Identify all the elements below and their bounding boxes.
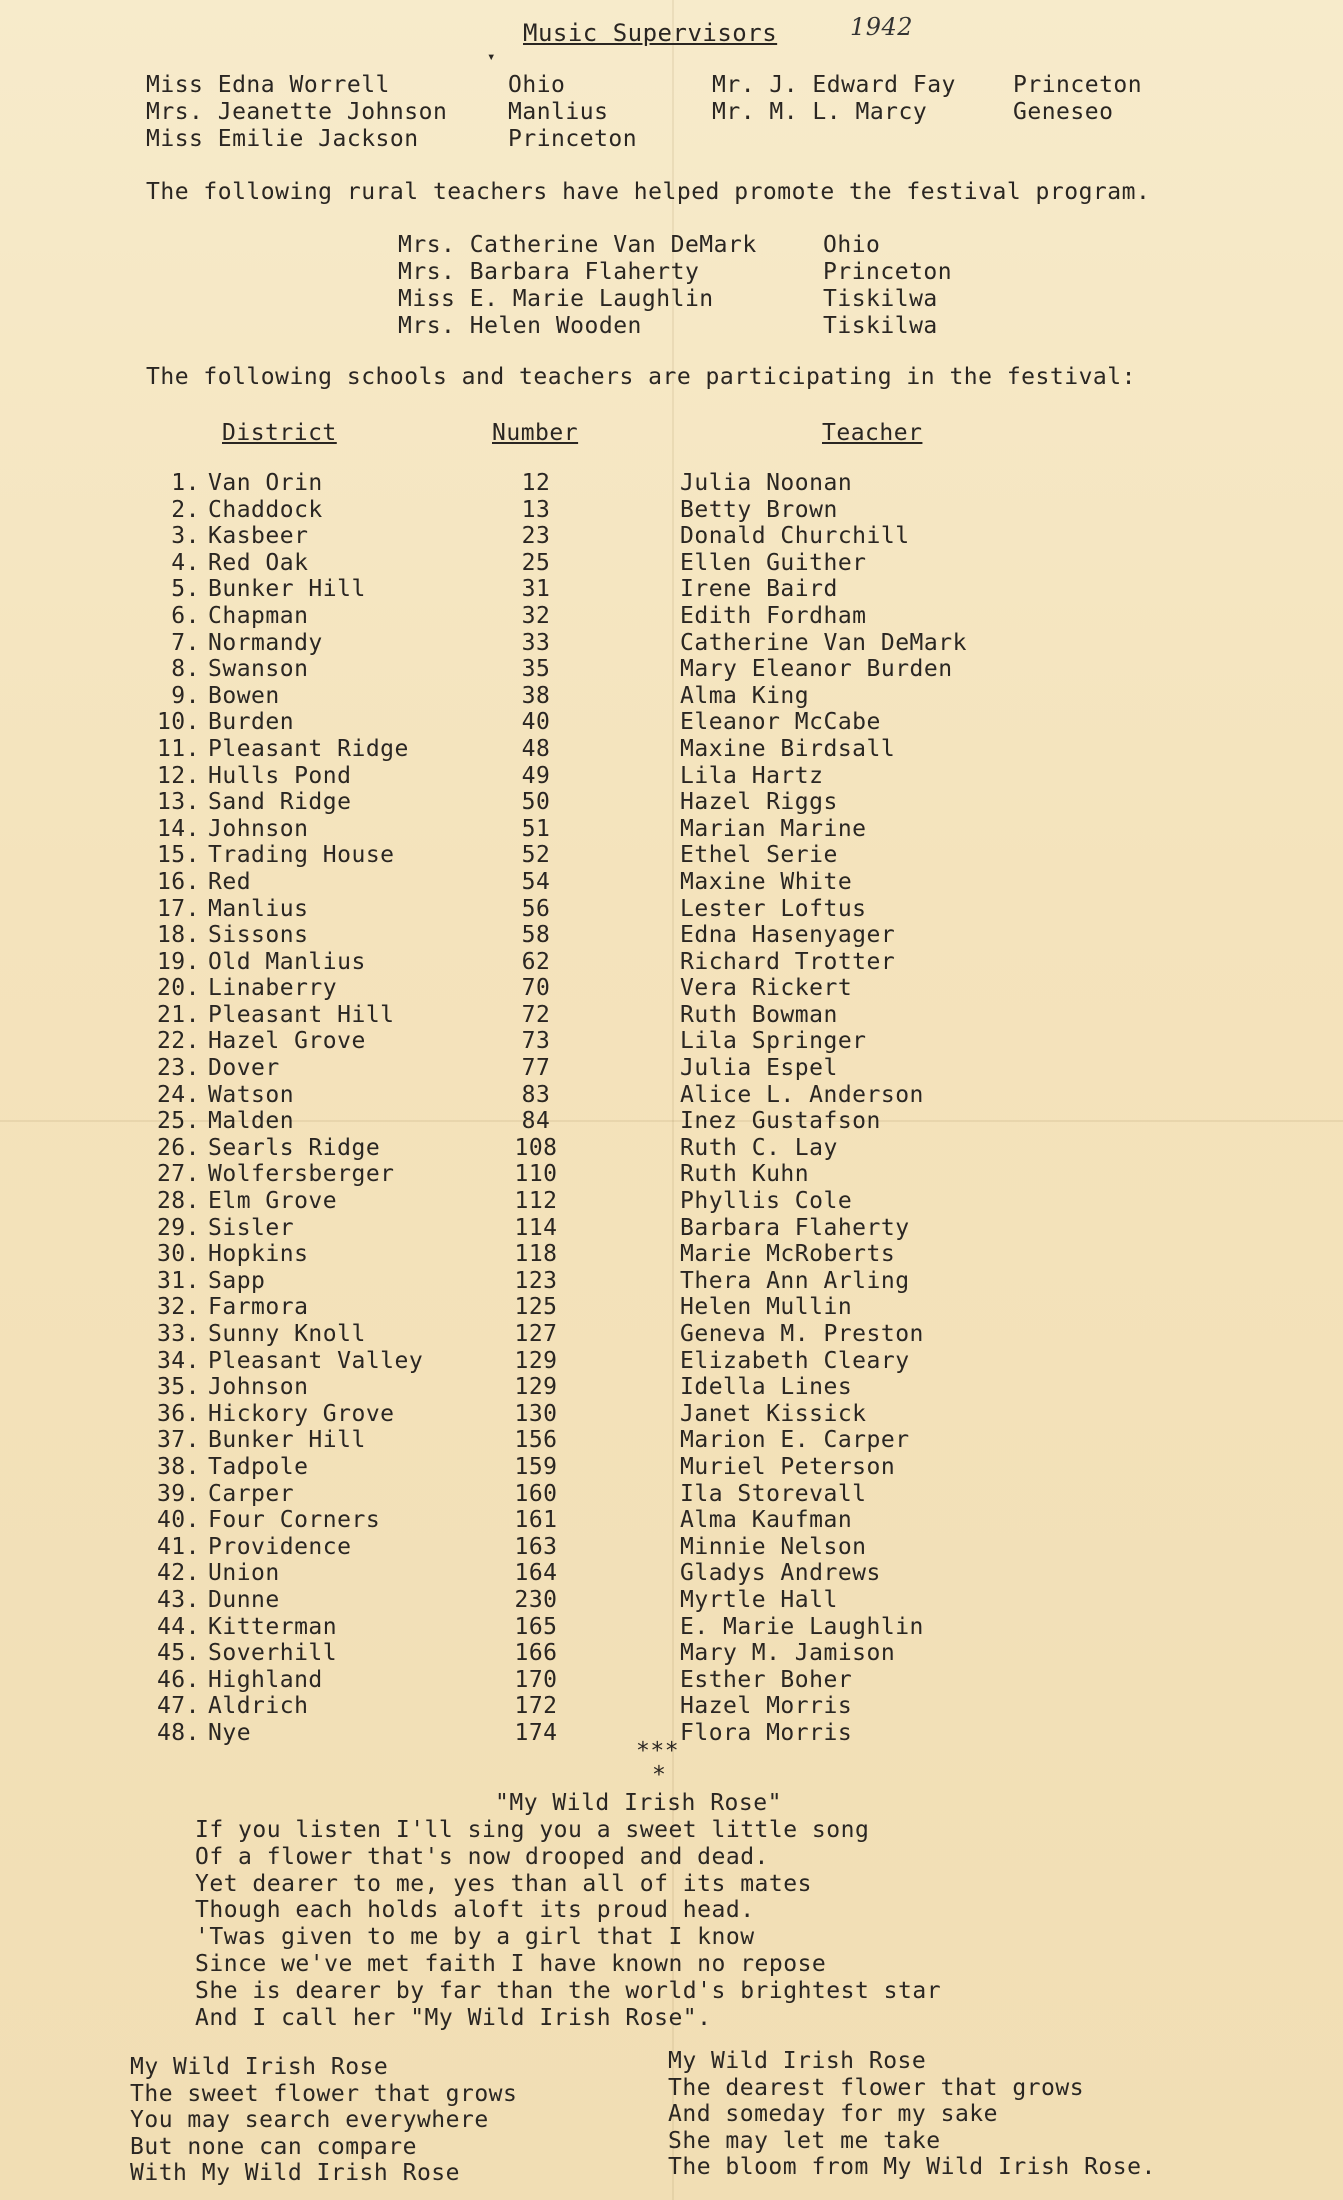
district-cell: Sunny Knoll — [208, 1321, 366, 1347]
song-chorus-left — [130, 2054, 517, 2187]
number-cell: 230 — [514, 1586, 558, 1613]
row-number: 20. — [156, 975, 200, 1002]
district-cell: Sissons — [208, 922, 309, 949]
number-cell: 54 — [521, 868, 551, 895]
table-row — [150, 922, 1050, 949]
teacher-cell: Julia Espel — [680, 1055, 838, 1082]
number-cell: 159 — [514, 1453, 558, 1480]
supervisor-name: Miss Emilie Jackson — [146, 126, 419, 152]
song-line: Though each holds aloft its proud head. — [195, 1897, 755, 1924]
district-cell: Union — [208, 1560, 280, 1587]
teacher-cell: Marie McRoberts — [680, 1241, 896, 1268]
table-row — [150, 1028, 1050, 1055]
number-cell: 129 — [514, 1374, 558, 1401]
table-row — [150, 1294, 1050, 1321]
row-number: 19. — [156, 948, 200, 975]
number-cell: 114 — [514, 1214, 558, 1241]
district-cell: Watson — [208, 1081, 295, 1108]
table-row — [150, 816, 1050, 843]
table-row — [150, 1401, 1050, 1428]
district-cell: Pleasant Ridge — [208, 735, 409, 762]
row-number: 2. — [171, 496, 200, 523]
row-number: 29. — [156, 1214, 200, 1241]
teacher-cell: Alma Kaufman — [680, 1507, 853, 1534]
song-line: And someday for my sake — [668, 2101, 998, 2127]
number-cell: 118 — [514, 1241, 558, 1268]
district-cell: Hazel Grove — [208, 1028, 366, 1055]
teacher-cell: Mary M. Jamison — [680, 1640, 896, 1667]
teacher-cell: Janet Kissick — [680, 1400, 867, 1427]
supervisor-place: Manlius — [508, 99, 609, 125]
teacher-cell: Irene Baird — [680, 576, 838, 603]
district-cell: Nye — [208, 1719, 252, 1746]
table-row — [150, 1082, 1050, 1109]
row-number: 48. — [156, 1719, 200, 1746]
number-cell: 25 — [521, 549, 551, 576]
district-cell: Searls Ridge — [208, 1134, 381, 1161]
teacher-cell: Hazel Morris — [680, 1693, 853, 1720]
column-header-district: District — [222, 420, 337, 446]
number-cell: 165 — [514, 1613, 558, 1640]
district-cell: Hulls Pond — [208, 762, 352, 789]
number-cell: 77 — [521, 1055, 551, 1082]
rural-teacher-place: Ohio — [823, 232, 881, 258]
table-row — [150, 709, 1050, 736]
supervisor-name: Mrs. Jeanette Johnson — [146, 99, 448, 125]
number-cell: 127 — [514, 1321, 558, 1347]
row-number: 31. — [156, 1267, 200, 1294]
teacher-cell: Richard Trotter — [680, 948, 896, 975]
number-cell: 161 — [514, 1507, 558, 1534]
row-number: 47. — [156, 1693, 200, 1720]
row-number: 6. — [171, 602, 200, 629]
row-number: 46. — [156, 1666, 200, 1693]
teacher-cell: Muriel Peterson — [680, 1453, 896, 1480]
teacher-cell: Edith Fordham — [680, 602, 867, 629]
district-cell: Johnson — [208, 1374, 309, 1401]
separator-stars: *** — [636, 1738, 680, 1764]
row-number: 43. — [156, 1586, 200, 1613]
district-cell: Dunne — [208, 1586, 280, 1613]
teacher-cell: Ruth C. Lay — [680, 1134, 838, 1161]
district-cell: Bowen — [208, 682, 280, 709]
song-title: "My Wild Irish Rose" — [495, 1790, 782, 1816]
table-row — [150, 842, 1050, 869]
row-number: 33. — [156, 1321, 200, 1347]
table-row — [150, 1534, 1050, 1561]
song-line: Yet dearer to me, yes than all of its mates — [195, 1870, 812, 1897]
row-number: 28. — [156, 1188, 200, 1215]
teacher-cell: Gladys Andrews — [680, 1560, 881, 1587]
row-number: 34. — [156, 1347, 200, 1374]
district-cell: Soverhill — [208, 1640, 338, 1667]
teacher-cell: Maxine White — [680, 868, 853, 895]
teacher-cell: Edna Hasenyager — [680, 922, 896, 949]
number-cell: 40 — [521, 709, 551, 736]
district-cell: Hopkins — [208, 1241, 309, 1268]
row-number: 8. — [171, 656, 200, 683]
district-cell: Carper — [208, 1480, 295, 1507]
rural-teacher-place: Tiskilwa — [823, 286, 938, 312]
page-title: Music Supervisors — [523, 19, 778, 47]
row-number: 3. — [171, 523, 200, 550]
district-cell: Old Manlius — [208, 948, 366, 975]
number-cell: 33 — [521, 629, 551, 656]
row-number: 40. — [156, 1507, 200, 1534]
row-number: 22. — [156, 1028, 200, 1055]
table-row — [150, 1135, 1050, 1162]
table-row — [150, 1720, 1050, 1747]
table-row — [150, 523, 1050, 550]
row-number: 15. — [156, 842, 200, 869]
district-cell: Johnson — [208, 815, 309, 842]
teacher-cell: Ellen Guither — [680, 549, 867, 576]
row-number: 10. — [156, 709, 200, 736]
district-cell: Red — [208, 868, 252, 895]
district-cell: Chaddock — [208, 496, 323, 523]
separator-star: * — [652, 1762, 667, 1788]
row-number: 36. — [156, 1400, 200, 1427]
number-cell: 58 — [521, 922, 551, 949]
number-cell: 163 — [514, 1533, 558, 1560]
schools-intro: The following schools and teachers are participating in the festival: — [146, 364, 1136, 390]
teacher-cell: Inez Gustafson — [680, 1108, 881, 1135]
column-header-teacher: Teacher — [822, 420, 923, 446]
teacher-cell: Geneva M. Preston — [680, 1321, 924, 1347]
district-cell: Sapp — [208, 1267, 266, 1294]
number-cell: 52 — [521, 842, 551, 869]
song-line: With My Wild Irish Rose — [130, 2160, 460, 2186]
row-number: 37. — [156, 1427, 200, 1454]
district-cell: Kitterman — [208, 1613, 338, 1640]
teacher-cell: Marian Marine — [680, 815, 867, 842]
table-row — [150, 1321, 1050, 1348]
table-row — [150, 630, 1050, 657]
row-number: 42. — [156, 1560, 200, 1587]
supervisor-place: Princeton — [1013, 72, 1143, 98]
song-line: And I call her "My Wild Irish Rose". — [195, 2004, 712, 2031]
teacher-cell: Marion E. Carper — [680, 1427, 910, 1454]
row-number: 30. — [156, 1241, 200, 1268]
number-cell: 12 — [521, 470, 551, 496]
supervisor-place: Princeton — [508, 126, 638, 152]
teacher-cell: Ruth Bowman — [680, 1001, 838, 1028]
number-cell: 35 — [521, 656, 551, 683]
number-cell: 110 — [514, 1161, 558, 1188]
song-line: My Wild Irish Rose — [668, 2048, 927, 2074]
row-number: 11. — [156, 735, 200, 762]
teacher-cell: Ethel Serie — [680, 842, 838, 869]
song-verse — [195, 1817, 941, 2031]
table-row — [150, 1215, 1050, 1242]
row-number: 39. — [156, 1480, 200, 1507]
song-line: You may search everywhere — [130, 2107, 489, 2133]
number-cell: 172 — [514, 1693, 558, 1720]
number-cell: 125 — [514, 1294, 558, 1321]
teacher-cell: E. Marie Laughlin — [680, 1613, 924, 1640]
teacher-cell: Phyllis Cole — [680, 1188, 853, 1215]
number-cell: 72 — [521, 1001, 551, 1028]
row-number: 21. — [156, 1001, 200, 1028]
row-number: 44. — [156, 1613, 200, 1640]
number-cell: 23 — [521, 523, 551, 550]
number-cell: 38 — [521, 682, 551, 709]
table-row — [150, 975, 1050, 1002]
song-line: But none can compare — [130, 2133, 417, 2160]
rural-teacher-name: Miss E. Marie Laughlin — [398, 286, 714, 312]
song-line: My Wild Irish Rose — [130, 2054, 389, 2080]
teacher-cell: Alma King — [680, 682, 810, 709]
table-row — [150, 1667, 1050, 1694]
row-number: 32. — [156, 1294, 200, 1321]
number-cell: 174 — [514, 1719, 558, 1746]
row-number: 12. — [156, 762, 200, 789]
district-cell: Red Oak — [208, 549, 309, 576]
district-cell: Chapman — [208, 602, 309, 629]
schools-table — [150, 470, 1050, 1747]
teacher-cell: Esther Boher — [680, 1666, 853, 1693]
supervisor-place: Ohio — [508, 72, 566, 98]
table-row — [150, 1454, 1050, 1481]
district-cell: Bunker Hill — [208, 576, 366, 603]
row-number: 35. — [156, 1374, 200, 1401]
table-row — [150, 603, 1050, 630]
number-cell: 130 — [514, 1400, 558, 1427]
supervisor-name: Mr. M. L. Marcy — [712, 99, 928, 125]
table-row — [150, 1614, 1050, 1641]
row-number: 23. — [156, 1055, 200, 1082]
song-line: 'Twas given to me by a girl that I know — [195, 1924, 755, 1951]
teacher-cell: Betty Brown — [680, 496, 838, 523]
number-cell: 70 — [521, 975, 551, 1002]
teacher-cell: Hazel Riggs — [680, 789, 838, 816]
row-number: 38. — [156, 1453, 200, 1480]
table-row — [150, 497, 1050, 524]
number-cell: 112 — [514, 1188, 558, 1215]
district-cell: Swanson — [208, 656, 309, 683]
district-cell: Malden — [208, 1108, 295, 1135]
row-number: 14. — [156, 815, 200, 842]
song-line: Of a flower that's now drooped and dead. — [195, 1843, 769, 1870]
song-chorus-right — [668, 2048, 1156, 2181]
table-row — [150, 470, 1050, 497]
table-row — [150, 1002, 1050, 1029]
number-cell: 50 — [521, 789, 551, 816]
table-row — [150, 1348, 1050, 1375]
rural-teacher-name: Mrs. Helen Wooden — [398, 313, 642, 339]
row-number: 1. — [171, 470, 200, 496]
table-row — [150, 1241, 1050, 1268]
row-number: 4. — [171, 549, 200, 576]
song-line: The sweet flower that grows — [130, 2080, 518, 2107]
table-row — [150, 1055, 1050, 1082]
district-cell: Farmora — [208, 1294, 309, 1321]
number-cell: 62 — [521, 948, 551, 975]
district-cell: Linaberry — [208, 975, 338, 1002]
number-cell: 84 — [521, 1108, 551, 1135]
table-row — [150, 1427, 1050, 1454]
row-number: 13. — [156, 789, 200, 816]
row-number: 16. — [156, 868, 200, 895]
number-cell: 73 — [521, 1028, 551, 1055]
table-row — [150, 949, 1050, 976]
row-number: 27. — [156, 1161, 200, 1188]
teacher-cell: Lila Springer — [680, 1028, 867, 1055]
table-row — [150, 1188, 1050, 1215]
district-cell: Sand Ridge — [208, 789, 352, 816]
table-row — [150, 1161, 1050, 1188]
table-row — [150, 1374, 1050, 1401]
table-row — [150, 683, 1050, 710]
teacher-cell: Minnie Nelson — [680, 1533, 867, 1560]
teacher-cell: Catherine Van DeMark — [680, 629, 967, 656]
number-cell: 123 — [514, 1267, 558, 1294]
district-cell: Four Corners — [208, 1507, 381, 1534]
rural-teacher-name: Mrs. Catherine Van DeMark — [398, 232, 757, 258]
song-line: She may let me take — [668, 2127, 941, 2154]
number-cell: 160 — [514, 1480, 558, 1507]
teacher-cell: Mary Eleanor Burden — [680, 656, 953, 683]
teacher-cell: Flora Morris — [680, 1719, 853, 1746]
teacher-cell: Myrtle Hall — [680, 1586, 838, 1613]
number-cell: 56 — [521, 895, 551, 922]
district-cell: Sisler — [208, 1214, 295, 1241]
teacher-cell: Ila Storevall — [680, 1480, 867, 1507]
table-row — [150, 1693, 1050, 1720]
teacher-cell: Donald Churchill — [680, 523, 910, 550]
handwritten-year: 1942 — [850, 13, 914, 41]
table-row — [150, 550, 1050, 577]
song-line: The dearest flower that grows — [668, 2074, 1085, 2101]
district-cell: Van Orin — [208, 470, 323, 496]
number-cell: 31 — [521, 576, 551, 603]
table-row — [150, 789, 1050, 816]
row-number: 18. — [156, 922, 200, 949]
rural-teacher-place: Princeton — [823, 259, 953, 285]
bullet-mark: ▾ — [487, 49, 496, 65]
song-line: She is dearer by far than the world's brightest star — [195, 1977, 942, 2004]
table-row — [150, 1640, 1050, 1667]
table-row — [150, 1587, 1050, 1614]
song-line: The bloom from My Wild Irish Rose. — [668, 2154, 1156, 2180]
supervisor-name: Mr. J. Edward Fay — [712, 72, 956, 98]
teacher-cell: Lester Loftus — [680, 895, 867, 922]
number-cell: 166 — [514, 1640, 558, 1667]
district-cell: Pleasant Hill — [208, 1001, 395, 1028]
table-row — [150, 763, 1050, 790]
song-line: Since we've met faith I have known no repose — [195, 1950, 827, 1977]
number-cell: 156 — [514, 1427, 558, 1454]
teacher-cell: Julia Noonan — [680, 470, 853, 496]
row-number: 24. — [156, 1081, 200, 1108]
district-cell: Elm Grove — [208, 1188, 338, 1215]
table-row — [150, 1268, 1050, 1295]
supervisor-place: Geneseo — [1013, 99, 1114, 125]
district-cell: Tadpole — [208, 1453, 309, 1480]
rural-teacher-place: Tiskilwa — [823, 313, 938, 339]
teacher-cell: Eleanor McCabe — [680, 709, 881, 736]
row-number: 17. — [156, 895, 200, 922]
number-cell: 48 — [521, 735, 551, 762]
rural-teacher-name: Mrs. Barbara Flaherty — [398, 259, 700, 285]
teacher-cell: Idella Lines — [680, 1374, 853, 1401]
table-row — [150, 869, 1050, 896]
row-number: 41. — [156, 1533, 200, 1560]
table-row — [150, 656, 1050, 683]
number-cell: 49 — [521, 762, 551, 789]
column-header-number: Number — [492, 420, 579, 446]
district-cell: Trading House — [208, 842, 395, 869]
teacher-cell: Ruth Kuhn — [680, 1161, 810, 1188]
rural-intro: The following rural teachers have helped promote the festival program. — [146, 179, 1151, 205]
teacher-cell: Helen Mullin — [680, 1294, 853, 1321]
row-number: 45. — [156, 1640, 200, 1667]
supervisor-name: Miss Edna Worrell — [146, 72, 390, 98]
number-cell: 164 — [514, 1560, 558, 1587]
table-row — [150, 736, 1050, 763]
district-cell: Hickory Grove — [208, 1400, 395, 1427]
teacher-cell: Maxine Birdsall — [680, 735, 896, 762]
number-cell: 170 — [514, 1666, 558, 1693]
row-number: 25. — [156, 1108, 200, 1135]
table-row — [150, 896, 1050, 923]
row-number: 7. — [171, 629, 200, 656]
table-row — [150, 576, 1050, 603]
table-row — [150, 1507, 1050, 1534]
number-cell: 129 — [514, 1347, 558, 1374]
row-number: 9. — [171, 682, 200, 709]
teacher-cell: Vera Rickert — [680, 975, 853, 1002]
song-line: If you listen I'll sing you a sweet little song — [195, 1817, 870, 1843]
table-row — [150, 1108, 1050, 1135]
district-cell: Burden — [208, 709, 295, 736]
row-number: 5. — [171, 576, 200, 603]
teacher-cell: Barbara Flaherty — [680, 1214, 910, 1241]
teacher-cell: Elizabeth Cleary — [680, 1347, 910, 1374]
table-row — [150, 1560, 1050, 1587]
district-cell: Aldrich — [208, 1693, 309, 1720]
number-cell: 108 — [514, 1134, 558, 1161]
teacher-cell: Alice L. Anderson — [680, 1081, 924, 1108]
number-cell: 51 — [521, 815, 551, 842]
number-cell: 83 — [521, 1081, 551, 1108]
district-cell: Providence — [208, 1533, 352, 1560]
district-cell: Bunker Hill — [208, 1427, 366, 1454]
district-cell: Dover — [208, 1055, 280, 1082]
teacher-cell: Lila Hartz — [680, 762, 824, 789]
district-cell: Wolfersberger — [208, 1161, 395, 1188]
row-number: 26. — [156, 1134, 200, 1161]
teacher-cell: Thera Ann Arling — [680, 1267, 910, 1294]
table-row — [150, 1481, 1050, 1508]
number-cell: 13 — [521, 496, 551, 523]
number-cell: 32 — [521, 602, 551, 629]
district-cell: Kasbeer — [208, 523, 309, 550]
district-cell: Manlius — [208, 895, 309, 922]
district-cell: Normandy — [208, 629, 323, 656]
district-cell: Highland — [208, 1666, 323, 1693]
district-cell: Pleasant Valley — [208, 1347, 424, 1374]
